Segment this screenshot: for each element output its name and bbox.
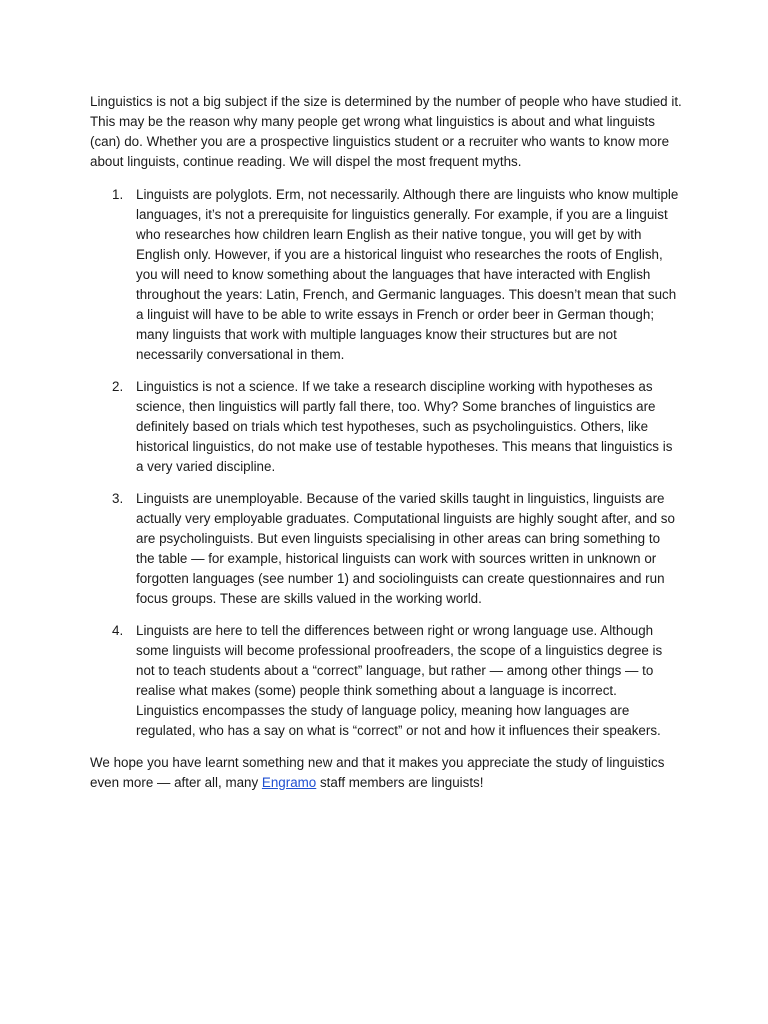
list-number: 3.	[112, 491, 124, 506]
intro-paragraph: Linguistics is not a big subject if the size is determined by the number of people who have studied it. This may be the reason why many people get wrong what linguistics is about and what linguists (can) do. Whether you are a prospective linguistics student or a recruiter who wants to know more about linguists, continue reading. We will dispel the most frequent myths.	[90, 94, 682, 169]
list-item	[90, 185, 682, 365]
list-number: 2.	[112, 379, 124, 394]
list-number: 1.	[112, 187, 124, 202]
myths-list	[90, 185, 682, 741]
list-item	[90, 489, 682, 609]
document-page	[90, 92, 682, 793]
list-item-text: Linguists are here to tell the differences between right or wrong language use. Although some linguists will become professional proofreaders, the scope of a linguistics degree is not to teach students about a “correct” language, but rather — among other things — to realise what makes (some) people think something about a language is incorrect. Linguistics encompasses the study of language policy, meaning how languages are regulated, who has a say on what is “correct” or not and how it influences their speakers.	[136, 623, 663, 738]
list-item-text: Linguists are polyglots. Erm, not necessarily. Although there are linguists who know multiple languages, it’s not a prerequisite for linguistics generally. For example, if you are a linguist who researches how children learn English as their native tongue, you will get by with English only. However, if you are a historical linguist who researches the roots of English, you will need to know something about the languages that have interacted with English throughout the years: Latin, French, and Germanic languages. This doesn’t mean that such a linguist will have to be able to write essays in French or order beer in German though; many linguists that work with multiple languages know their structures but are not necessarily conversational in them.	[136, 187, 679, 362]
engramo-link[interactable]: Engramo	[261, 775, 317, 790]
closing-text-before: We hope you have learnt something new and that it makes you appreciate the study of linguistics even more — after all, many	[90, 755, 665, 790]
closing-text-after: staff members are linguists!	[316, 775, 484, 790]
list-number: 4.	[112, 623, 124, 638]
list-item-text: Linguists are unemployable. Because of the varied skills taught in linguistics, linguists are actually very employable graduates. Computational linguists are highly sought after, and so are psycholinguists. But even linguists specialising in other areas can bring something to the table — for example, historical linguists can work with sources written in unknown or forgotten languages (see number 1) and sociolinguists can create questionnaires and run focus groups. These are skills valued in the working world.	[136, 491, 675, 606]
closing-paragraph	[90, 753, 682, 793]
list-item	[90, 377, 682, 477]
list-item-text: Linguistics is not a science. If we take a research discipline working with hypotheses as science, then linguistics will partly fall there, too. Why? Some branches of linguistics are definitely based on trials which test hypotheses, such as psycholinguistics. Others, like historical linguistics, do not make use of testable hypotheses. This means that linguistics is a very varied discipline.	[136, 379, 673, 474]
list-item	[90, 621, 682, 741]
